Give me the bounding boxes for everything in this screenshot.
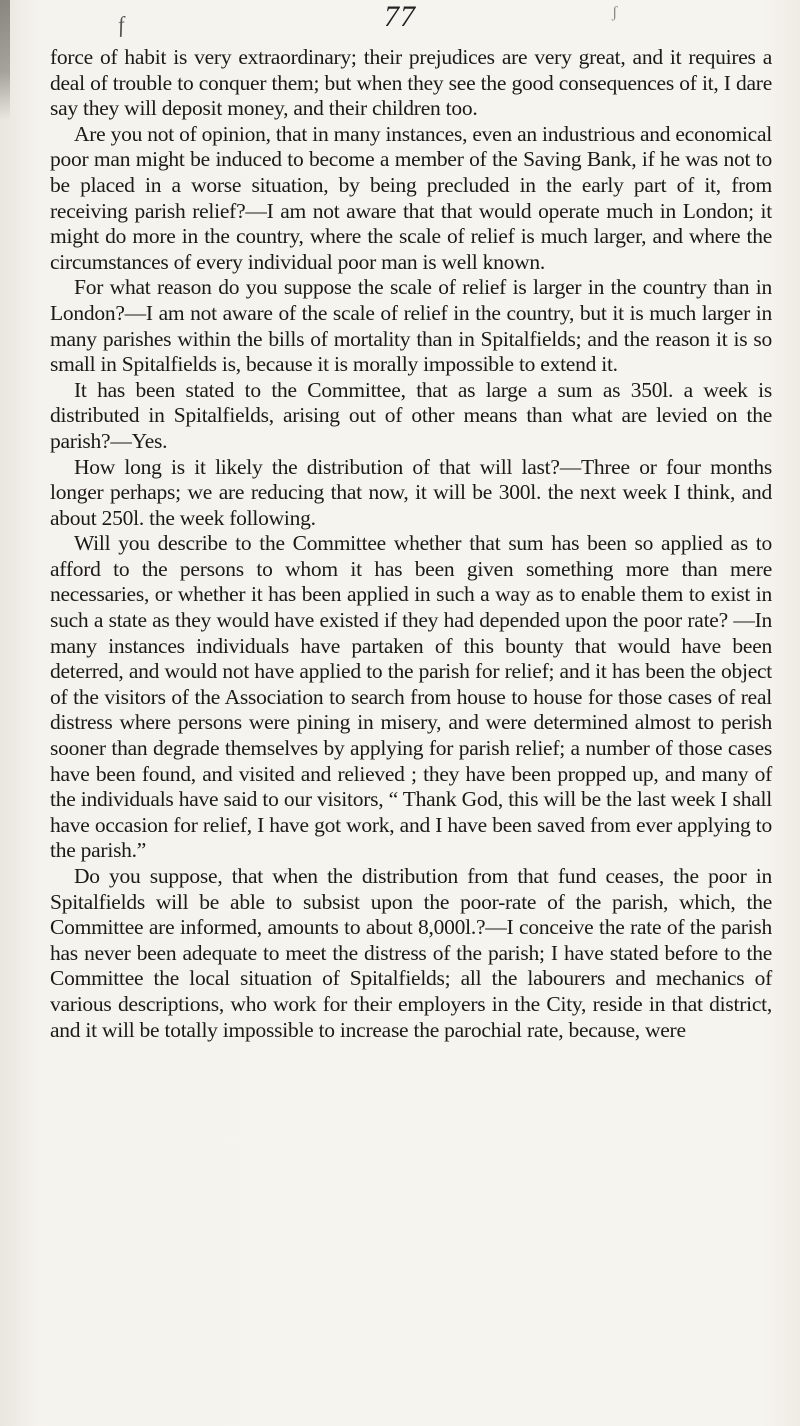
paragraph: For what reason do you suppose the scale of relief is larger in the country than in London?—I am not aware of the scale of relief in the country, but it is much larger in many parishes within the bills of mortality than in Spitalfields; and the reason it is so small in Spitalfields is, because it is morally impossible to extend it.: [50, 275, 772, 377]
paragraph: How long is it likely the distribution of that will last?—Three or four months longer perhaps; we are reducing that now, it will be 300l. the next week I think, and about 250l. the week following.: [50, 454, 772, 530]
paragraph: Will you describe to the Committee whether that sum has been so applied as to afford to the persons to whom it has been given something more than mere necessaries, or whether it has been applied in such a way as to enable them to exist in such a state as they would have existed if they had depended upon the poor rate? —In many instances individuals have partaken of this bounty that would have been deterred, and would not have applied to the parish for relief; and it has been the object of the visitors of the Association to search from house to house for those cases of real distress where persons were pining in misery, and were determined almost to perish sooner than degrade themselves by applying for parish relief; a number of those cases have been found, and visited and relieved ; they have been propped up, and many of the individuals have said to our visitors, “ Thank God, this will be the last week I shall have occasion for relief, I have got work, and I have been saved from ever applying to the parish.”: [50, 531, 772, 863]
page-number: 77: [384, 0, 416, 33]
margin-mark: f: [116, 11, 126, 38]
margin-tick-icon: ʃ: [612, 4, 618, 21]
paragraph: It has been stated to the Committee, that as large a sum as 350l. a week is distributed in Spitalfields, arising out of other means than what are levied on the parish?—Yes.: [50, 377, 772, 453]
paragraph: Do you suppose, that when the distribution from that fund ceases, the poor in Spitalfields will be able to subsist upon the poor-rate of the parish, which, the Committee are informed, amounts to about 8,000l.?—I conceive the rate of the parish has never been adequate to meet the distress of the parish; I have stated before to the Committee the local situation of Spitalfields; all the labourers and mechanics of various descriptions, who work for their employers in the City, reside in that district, and it will be totally impossible to increase the parochial rate, because, were: [50, 864, 772, 1042]
paragraph: force of habit is very extraordinary; their prejudices are very great, and it requires a deal of trouble to conquer them; but when they see the good consequences of it, I dare say they will deposit money, and their children too.: [50, 45, 772, 121]
paragraph: Are you not of opinion, that in many instances, even an industrious and economical poor man might be induced to become a member of the Saving Bank, if he was not to be placed in a worse situation, by being precluded in the early part of it, from receiving parish relief?—I am not aware that that would operate much in London; it might do more in the country, where the scale of relief is much larger, and where the circumstances of every individual poor man is well known.: [50, 121, 772, 274]
body-text: [50, 45, 772, 1043]
